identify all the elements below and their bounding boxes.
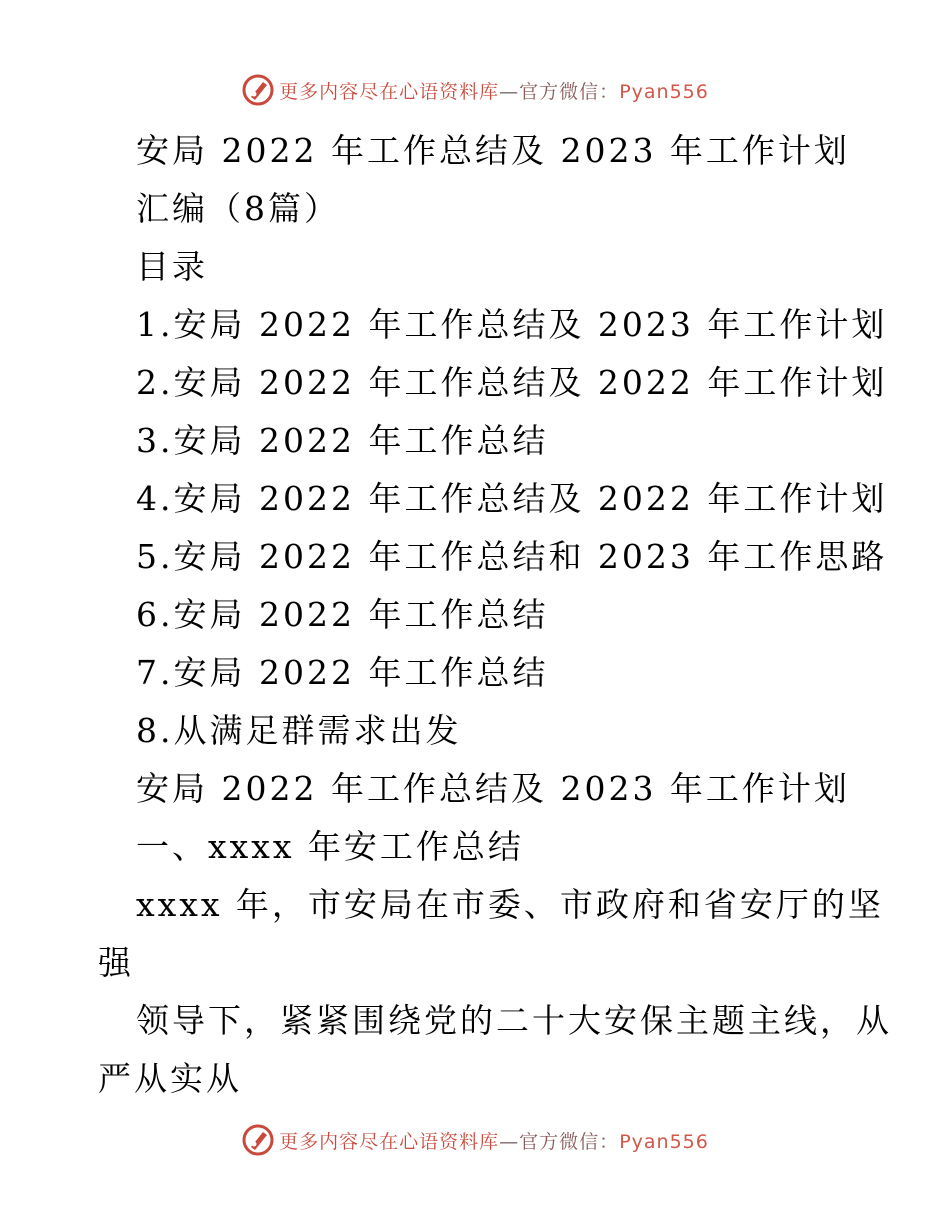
section-title: 安局 2022 年工作总结及 2023 年工作计划 (136, 769, 850, 808)
paragraph-1-line-1: xxxx 年，市安局在市委、市政府和省安厅的坚 (136, 885, 884, 924)
watermark-banner-top (0, 70, 950, 110)
paragraph-2-line-1: 领导下，紧紧围绕党的二十大安保主题主线，从 (136, 1001, 892, 1040)
watermark-separator: — (499, 1130, 520, 1153)
watermark-wechat-id: Pyan556 (619, 80, 709, 103)
paragraph-1-line-2: 强 (98, 943, 134, 982)
watermark-banner-bottom (0, 1120, 950, 1160)
watermark-main: 更多内容尽在心语资料库 (279, 80, 500, 103)
toc-item: 4.安局 2022 年工作总结及 2022 年工作计划 (136, 479, 888, 518)
toc-item: 5.安局 2022 年工作总结和 2023 年工作思路 (136, 537, 888, 576)
toc-item: 7.安局 2022 年工作总结 (136, 653, 549, 692)
toc-item: 2.安局 2022 年工作总结及 2022 年工作计划 (136, 363, 888, 402)
toc-item: 3.安局 2022 年工作总结 (136, 421, 549, 460)
pen-seal-icon (241, 1123, 275, 1157)
watermark-separator: — (499, 80, 520, 103)
doc-title-line-2: 汇编（8篇） (136, 189, 340, 228)
section-1-heading: 一、xxxx 年安工作总结 (136, 827, 524, 866)
watermark-text (279, 77, 709, 104)
paragraph-2-line-2: 严从实从 (98, 1059, 242, 1098)
watermark-wechat-label: 官方微信： (519, 1130, 620, 1153)
toc-item: 8.从满足群需求出发 (136, 711, 462, 750)
watermark-wechat-label: 官方微信： (519, 80, 620, 103)
toc-item: 1.安局 2022 年工作总结及 2023 年工作计划 (136, 305, 888, 344)
watermark-wechat-id: Pyan556 (619, 1130, 709, 1153)
document-body (0, 122, 950, 1108)
watermark-text (279, 1127, 709, 1154)
toc-item: 6.安局 2022 年工作总结 (136, 595, 549, 634)
toc-heading: 目录 (136, 247, 208, 286)
watermark-main: 更多内容尽在心语资料库 (279, 1130, 500, 1153)
pen-seal-icon (241, 73, 275, 107)
doc-title-line-1: 安局 2022 年工作总结及 2023 年工作计划 (136, 131, 850, 170)
